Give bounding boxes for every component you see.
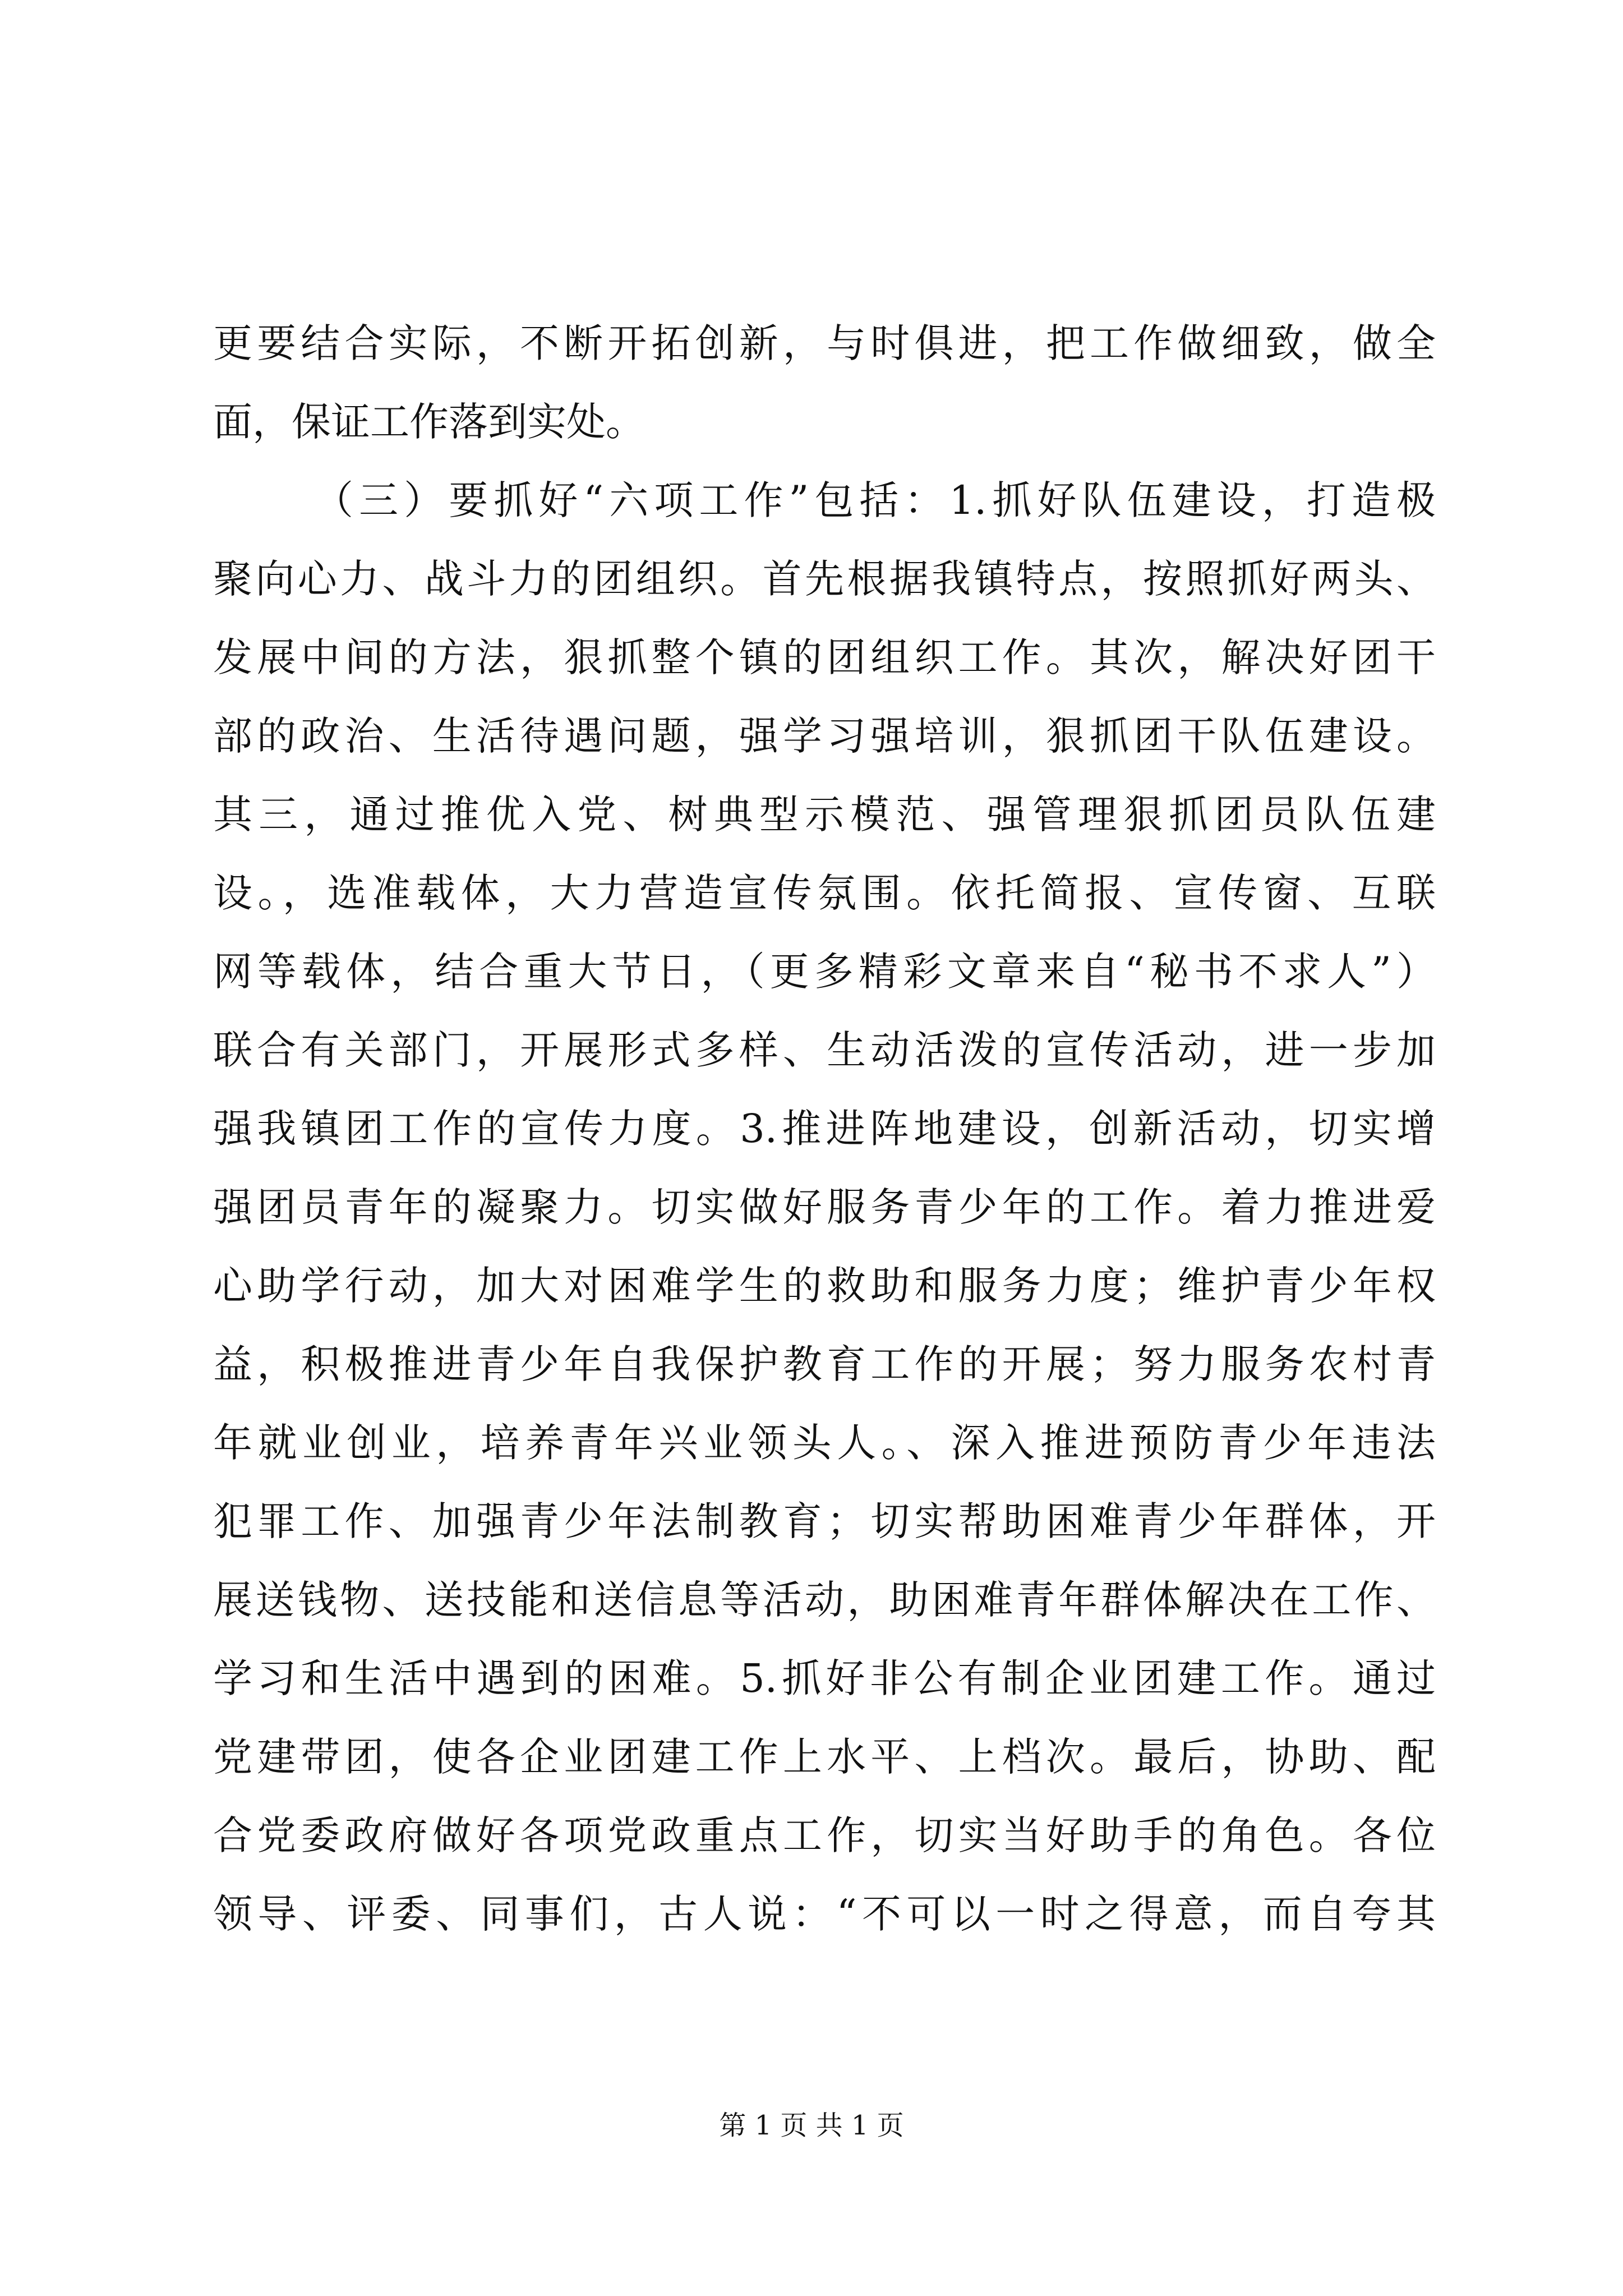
paragraph-line: 其三，通过推优入党、树典型示模范、强管理狠抓团员队伍建 (213, 792, 1436, 838)
paragraph-line: 展送钱物、送技能和送信息等活动，助困难青年群体解决在工作、 (213, 1577, 1436, 1623)
paragraph-line: 年就业创业，培养青年兴业领头人。、深入推进预防青少年违法 (213, 1420, 1436, 1466)
paragraph-line: 部的政治、生活待遇问题，强学习强培训，狠抓团干队伍建设。 (213, 713, 1436, 759)
paragraph-line: 党建带团，使各企业团建工作上水平、上档次。最后，协助、配 (213, 1734, 1436, 1780)
page-number-footer: 第 1 页 共 1 页 (719, 2110, 904, 2141)
paragraph-line: 犯罪工作、加强青少年法制教育；切实帮助困难青少年群体，开 (213, 1498, 1436, 1544)
paragraph-line: 更要结合实际，不断开拓创新，与时俱进，把工作做细致，做全 (213, 320, 1436, 366)
paragraph-line: 学习和生活中遇到的困难。5.抓好非公有制企业团建工作。通过 (213, 1655, 1436, 1701)
paragraph-line: 益，积极推进青少年自我保护教育工作的开展；努力服务农村青 (213, 1341, 1436, 1387)
paragraph-line: （三）要抓好“六项工作”包括：1.抓好队伍建设，打造极 (314, 477, 1436, 523)
paragraph-line: 发展中间的方法，狠抓整个镇的团组织工作。其次，解决好团干 (213, 634, 1436, 680)
paragraph-line: 领导、评委、同事们，古人说：“不可以一时之得意，而自夸其 (213, 1891, 1436, 1937)
paragraph-line: 设。，选准载体，大力营造宣传氛围。依托简报、宣传窗、互联 (213, 870, 1436, 916)
paragraph-line: 合党委政府做好各项党政重点工作，切实当好助手的角色。各位 (213, 1812, 1436, 1858)
paragraph-line: 心助学行动，加大对困难学生的救助和服务力度；维护青少年权 (213, 1263, 1436, 1309)
paragraph-line: 联合有关部门，开展形式多样、生动活泼的宣传活动，进一步加 (213, 1027, 1436, 1073)
paragraph-line: 强我镇团工作的宣传力度。3.推进阵地建设，创新活动，切实增 (213, 1106, 1436, 1152)
paragraph-line: 强团员青年的凝聚力。切实做好服务青少年的工作。着力推进爱 (213, 1184, 1436, 1230)
paragraph-line: 网等载体，结合重大节日，（更多精彩文章来自“秘书不求人”） (213, 949, 1436, 995)
paragraph-line: 聚向心力、战斗力的团组织。首先根据我镇特点，按照抓好两头、 (213, 556, 1436, 602)
paragraph-line: 面，保证工作落到实处。 (213, 399, 645, 445)
